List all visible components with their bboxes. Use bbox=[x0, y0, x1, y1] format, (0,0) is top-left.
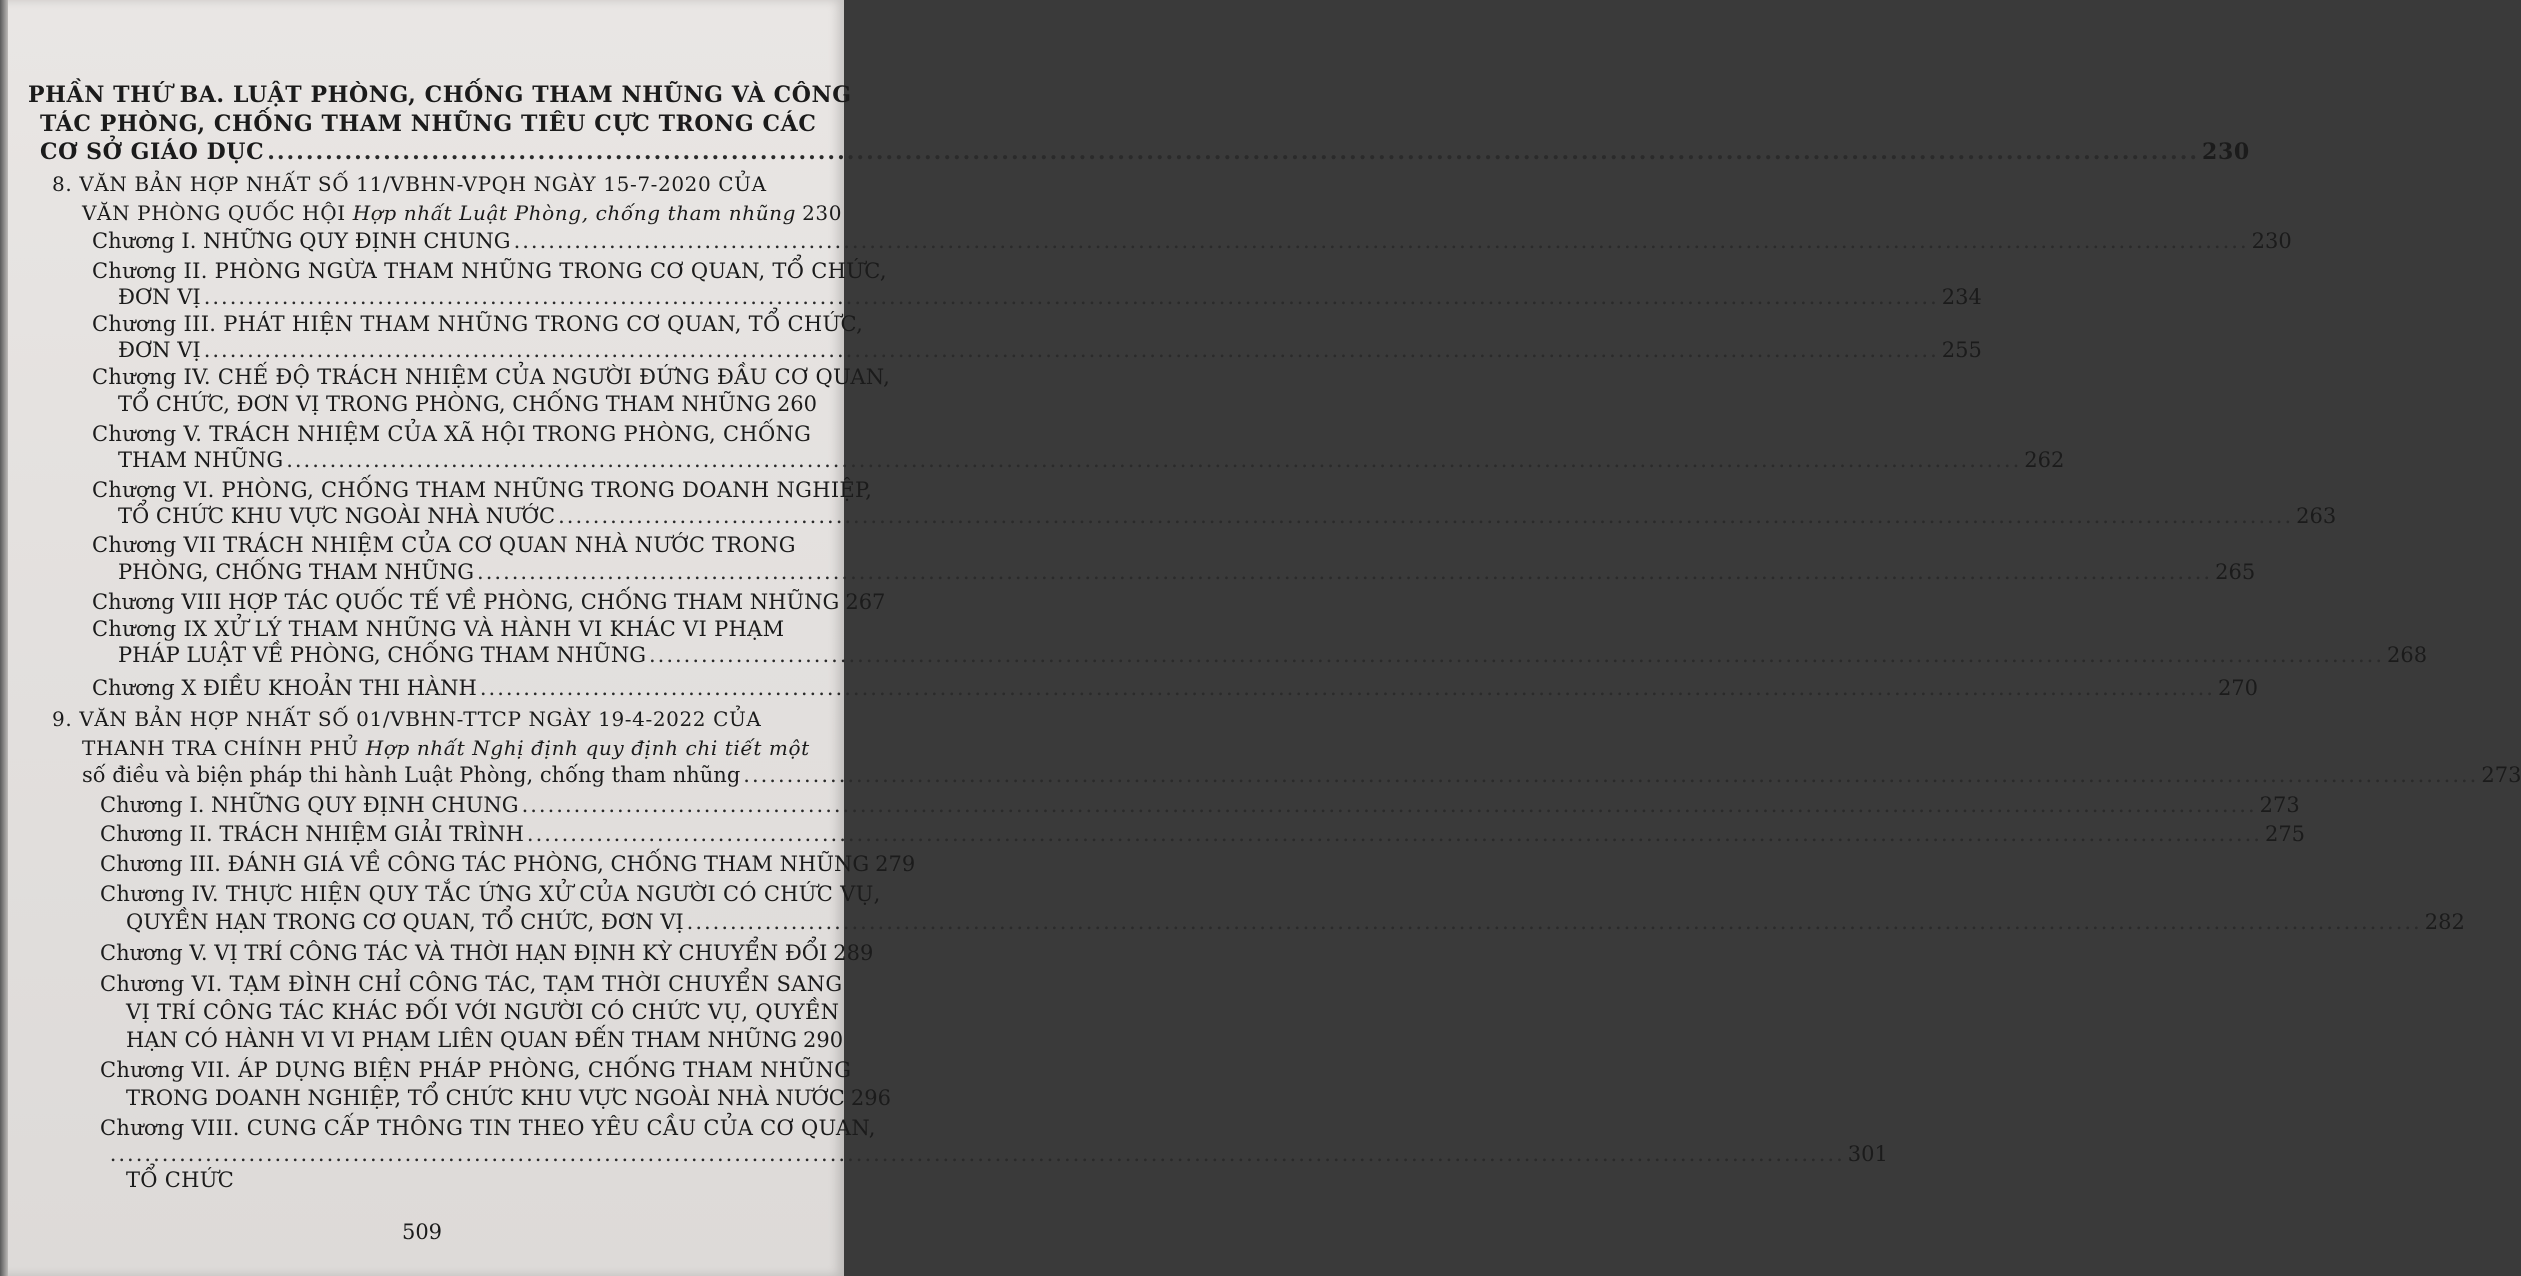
chapter-title-cont: VỊ TRÍ CÔNG TÁC KHÁC ĐỐI VỚI NGƯỜI CÓ CHỨC VỤ, QUYỀN bbox=[126, 1000, 840, 1024]
page-ref: 268 bbox=[2387, 643, 2428, 667]
chapter-title-cont: TRONG DOANH NGHIỆP, TỔ CHỨC KHU VỰC NGOÀI NHÀ NƯỚC bbox=[126, 1086, 845, 1110]
chapter-title-cont: QUYỀN HẠN TRONG CƠ QUAN, TỔ CHỨC, ĐƠN VỊ bbox=[126, 910, 684, 934]
toc-entry-chapter[interactable] bbox=[100, 852, 916, 876]
toc-entry-chapter[interactable] bbox=[100, 1142, 1888, 1166]
chapter-title: Chương II. TRÁCH NHIỆM GIẢI TRÌNH bbox=[100, 822, 524, 846]
page-number: 509 bbox=[401, 1220, 443, 1244]
chapter-title: Chương V. TRÁCH NHIỆM CỦA XÃ HỘI TRONG PHÒNG, CHỐNG bbox=[92, 422, 812, 446]
chapter-title: Chương X ĐIỀU KHOẢN THI HÀNH bbox=[92, 676, 477, 700]
leader-dots bbox=[649, 643, 2384, 667]
toc-entry-doc8[interactable] bbox=[82, 201, 843, 225]
leader-dots bbox=[522, 793, 2257, 817]
part-heading-line-2: TÁC PHÒNG, CHỐNG THAM NHŨNG TIÊU CỰC TRONG CÁC bbox=[40, 111, 817, 137]
page-ref: 275 bbox=[2264, 822, 2306, 846]
chapter-title: Chương II. PHÒNG NGỪA THAM NHŨNG TRONG CƠ QUAN, TỔ CHỨC, bbox=[92, 259, 887, 283]
leader-dots bbox=[204, 338, 1939, 362]
doc9-title-line-2: THANH TRA CHÍNH PHỦ Hợp nhất Nghị định quy định chi tiết một bbox=[82, 736, 810, 760]
page-edge-shadow bbox=[0, 0, 8, 1276]
doc8-title-line-2: VĂN PHÒNG QUỐC HỘI Hợp nhất Luật Phòng, chống tham nhũng bbox=[82, 201, 797, 225]
chapter-title-cont: PHÁP LUẬT VỀ PHÒNG, CHỐNG THAM NHŨNG bbox=[118, 643, 646, 667]
leader-dots bbox=[687, 910, 2422, 934]
chapter-title: Chương VII. ÁP DỤNG BIỆN PHÁP PHÒNG, CHỐNG THAM NHŨNG bbox=[100, 1058, 852, 1082]
toc-entry-part[interactable] bbox=[40, 139, 2250, 165]
toc-entry-chapter[interactable] bbox=[100, 793, 2300, 817]
page-ref: 260 bbox=[776, 392, 817, 416]
chapter-title: Chương III. ĐÁNH GIÁ VỀ CÔNG TÁC PHÒNG, CHỐNG THAM NHŨNG bbox=[100, 852, 870, 876]
toc-entry-chapter[interactable] bbox=[118, 338, 1982, 362]
toc-entry-chapter[interactable] bbox=[118, 285, 1982, 309]
doc9-title-line-1: 9. VĂN BẢN HỢP NHẤT SỐ 01/VBHN-TTCP NGÀY 19-4-2022 CỦA bbox=[52, 707, 762, 731]
toc-entry-chapter[interactable] bbox=[118, 448, 2065, 472]
chapter-title-cont: THAM NHŨNG bbox=[118, 448, 284, 472]
chapter-title: Chương I. NHỮNG QUY ĐỊNH CHUNG bbox=[92, 229, 511, 253]
chapter-title-cont: ĐƠN VỊ bbox=[118, 285, 201, 309]
part-heading-line-1: PHẦN THỨ BA. LUẬT PHÒNG, CHỐNG THAM NHŨNG VÀ CÔNG bbox=[28, 82, 852, 108]
page-ref: 282 bbox=[2424, 910, 2465, 934]
page-ref: 301 bbox=[1847, 1142, 1888, 1166]
leader-dots bbox=[204, 285, 1939, 309]
leader-dots bbox=[110, 1142, 1845, 1166]
page-ref: 273 bbox=[2481, 763, 2521, 787]
leader-dots bbox=[480, 676, 2215, 700]
leader-dots bbox=[743, 763, 2478, 787]
page-ref: 289 bbox=[833, 941, 874, 965]
leader-dots bbox=[558, 504, 2293, 528]
chapter-title-cont: TỔ CHỨC KHU VỰC NGOÀI NHÀ NƯỚC bbox=[118, 504, 556, 528]
toc-entry-chapter[interactable] bbox=[126, 910, 2465, 934]
chapter-title: Chương VI. TẠM ĐÌNH CHỈ CÔNG TÁC, TẠM THỜI CHUYỂN SANG bbox=[100, 972, 843, 996]
doc8-title-line-1: 8. VĂN BẢN HỢP NHẤT SỐ 11/VBHN-VPQH NGÀY 15-7-2020 CỦA bbox=[52, 172, 767, 196]
toc-entry-doc9[interactable] bbox=[82, 763, 2521, 787]
page-ref: 262 bbox=[2024, 448, 2065, 472]
toc-entry-chapter[interactable] bbox=[100, 941, 874, 965]
chapter-title-cont: TỔ CHỨC, ĐƠN VỊ TRONG PHÒNG, CHỐNG THAM NHŨNG bbox=[118, 392, 771, 416]
page-ref: 230 bbox=[2202, 139, 2250, 165]
page-ref: 265 bbox=[2215, 560, 2256, 584]
chapter-title: Chương VI. PHÒNG, CHỐNG THAM NHŨNG TRONG DOANH NGHIỆP, bbox=[92, 478, 873, 502]
chapter-title: Chương V. VỊ TRÍ CÔNG TÁC VÀ THỜI HẠN ĐỊNH KỲ CHUYỂN ĐỔI bbox=[100, 941, 828, 965]
chapter-title: Chương VIII HỢP TÁC QUỐC TẾ VỀ PHÒNG, CHỐNG THAM NHŨNG bbox=[92, 590, 840, 614]
chapter-title-cont: TỔ CHỨC bbox=[126, 1168, 235, 1192]
chapter-title: Chương IV. THỰC HIỆN QUY TẮC ỨNG XỬ CỦA NGƯỜI CÓ CHỨC VỤ, bbox=[100, 882, 881, 906]
toc-entry-chapter[interactable] bbox=[118, 504, 2337, 528]
chapter-title-cont: HẠN CÓ HÀNH VI VI PHẠM LIÊN QUAN ĐẾN THAM NHŨNG bbox=[126, 1028, 798, 1052]
chapter-title-cont: ĐƠN VỊ bbox=[118, 338, 201, 362]
page-ref: 230 bbox=[2251, 229, 2292, 253]
toc-entry-chapter[interactable] bbox=[118, 643, 2428, 667]
toc-entry-chapter[interactable] bbox=[118, 392, 817, 416]
page-ref: 234 bbox=[1941, 285, 1982, 309]
page-ref: 230 bbox=[802, 201, 843, 225]
chapter-title-cont: PHÒNG, CHỐNG THAM NHŨNG bbox=[118, 560, 475, 584]
leader-dots bbox=[527, 822, 2262, 846]
chapter-title: Chương IV. CHẾ ĐỘ TRÁCH NHIỆM CỦA NGƯỜI ĐỨNG ĐẦU CƠ QUAN, bbox=[92, 365, 891, 389]
part-heading-line-3: CƠ SỞ GIÁO DỤC bbox=[40, 139, 265, 165]
leader-dots bbox=[477, 560, 2212, 584]
page-ref: 279 bbox=[875, 852, 916, 876]
chapter-title: Chương I. NHỮNG QUY ĐỊNH CHUNG bbox=[100, 793, 519, 817]
toc-entry-chapter[interactable] bbox=[126, 1086, 891, 1110]
page-ref: 267 bbox=[845, 590, 886, 614]
page-ref: 255 bbox=[1941, 338, 1982, 362]
toc-entry-chapter[interactable] bbox=[92, 676, 2259, 700]
chapter-title: Chương III. PHÁT HIỆN THAM NHŨNG TRONG CƠ QUAN, TỔ CHỨC, bbox=[92, 312, 864, 336]
leader-dots bbox=[286, 448, 2021, 472]
toc-entry-chapter[interactable] bbox=[92, 590, 886, 614]
page-ref: 290 bbox=[803, 1028, 844, 1052]
toc-entry-chapter[interactable] bbox=[126, 1028, 844, 1052]
chapter-title: Chương VIII. CUNG CẤP THÔNG TIN THEO YÊU CẦU CỦA CƠ QUAN, bbox=[100, 1116, 876, 1140]
chapter-title: Chương VII TRÁCH NHIỆM CỦA CƠ QUAN NHÀ NƯỚC TRONG bbox=[92, 533, 796, 557]
page-ref: 263 bbox=[2296, 504, 2337, 528]
doc9-title-line-3: số điều và biện pháp thi hành Luật Phòng, chống tham nhũng bbox=[82, 763, 741, 787]
toc-entry-chapter[interactable] bbox=[100, 822, 2306, 846]
toc-entry-chapter[interactable] bbox=[92, 229, 2292, 253]
leader-dots bbox=[267, 139, 2199, 165]
chapter-title: Chương IX XỬ LÝ THAM NHŨNG VÀ HÀNH VI KHÁC VI PHẠM bbox=[92, 617, 785, 641]
page-ref: 270 bbox=[2217, 676, 2259, 700]
page-ref: 273 bbox=[2259, 793, 2300, 817]
page-ref: 296 bbox=[850, 1086, 891, 1110]
leader-dots bbox=[514, 229, 2249, 253]
toc-entry-chapter[interactable] bbox=[118, 560, 2256, 584]
